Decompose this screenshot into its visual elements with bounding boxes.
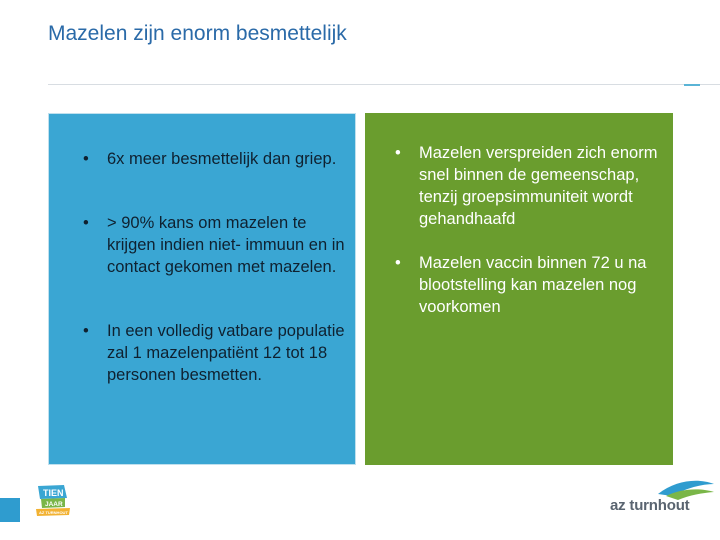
bullet-text: > 90% kans om mazelen te krijgen indien niet- immuun en in contact gekomen met mazelen. (107, 214, 345, 276)
badge-text-mid: JAAR (45, 501, 63, 508)
title-divider (48, 84, 720, 85)
list-item (395, 142, 663, 230)
footer-strip (0, 530, 720, 540)
left-content-box (48, 113, 356, 465)
badge-text-top: TIEN (43, 488, 64, 498)
bullet-icon: • (83, 214, 89, 232)
left-bullet-list (83, 148, 345, 386)
right-bullet-list (395, 142, 663, 318)
right-content-box (365, 113, 673, 465)
list-item (83, 212, 345, 278)
corner-accent-bar (0, 498, 20, 522)
bullet-text: 6x meer besmettelijk dan griep. (107, 150, 337, 168)
bullet-icon: • (395, 254, 401, 272)
bullet-text: Mazelen vaccin binnen 72 u na blootstelling kan mazelen nog voorkomen (419, 254, 647, 316)
slide-title: Mazelen zijn enorm besmettelijk (48, 22, 347, 45)
bullet-text: In een volledig vatbare populatie zal 1 mazelenpatiënt 12 tot 18 personen besmetten. (107, 322, 345, 384)
list-item (83, 320, 345, 386)
divider-accent (684, 84, 700, 86)
bullet-text: Mazelen verspreiden zich enorm snel binnen de gemeenschap, tenzij groepsimmuniteit wordt gehandhaafd (419, 144, 658, 228)
bullet-icon: • (83, 322, 89, 340)
list-item (395, 252, 663, 318)
anniversary-badge-logo (34, 484, 72, 518)
bullet-icon: • (83, 150, 89, 168)
list-item (83, 148, 345, 170)
bullet-icon: • (395, 144, 401, 162)
logo-wordmark: az turnhout (610, 497, 690, 514)
badge-text-bottom: AZ TURNHOUT (39, 510, 68, 515)
